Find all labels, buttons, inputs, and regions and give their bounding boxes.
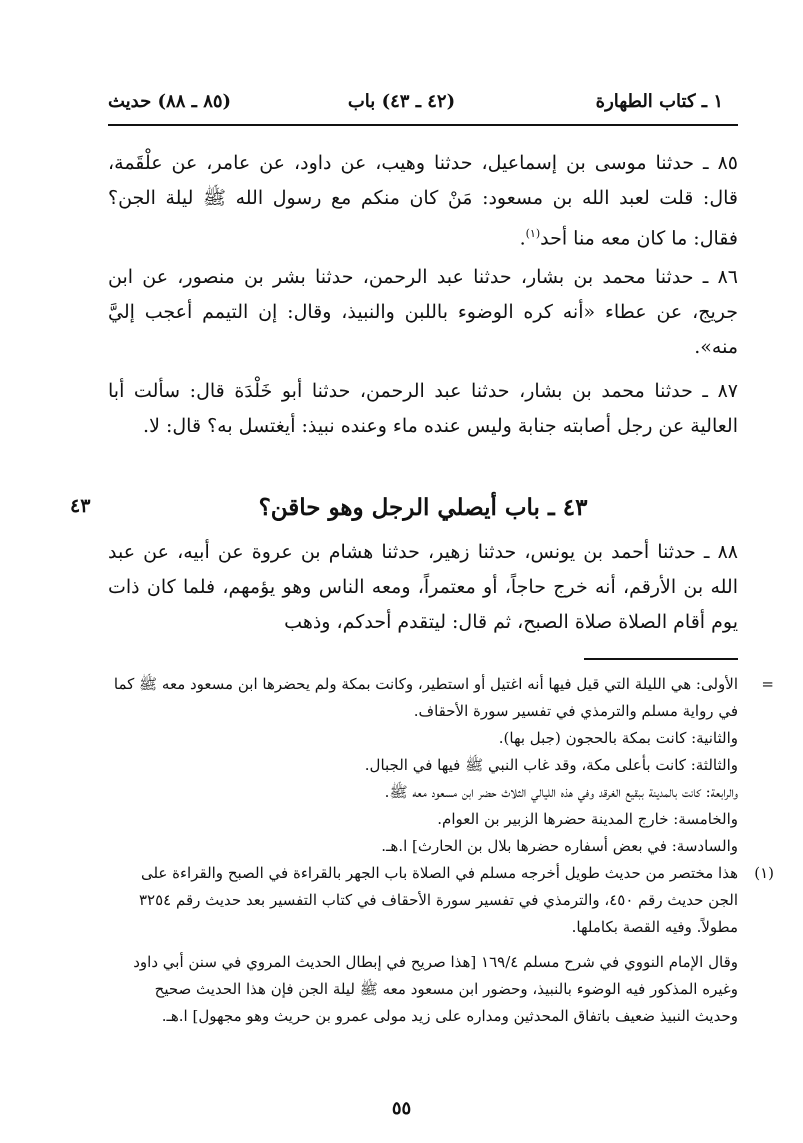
header-section: (٤٢ ـ ٤٣) باب [347, 91, 456, 112]
hadith-85-end: . [519, 227, 526, 250]
hadith-87: ٨٧ ـ حدثنا محمد بن بشار، حدثنا عبد الرحمن، حدثنا أبو خَلْدَة قال: سألت أبا العالية عن رجل أصابته جنابة وليس عنده ماء وعنده نبيذ: أيغتسل به؟ قال: لا. [108, 380, 738, 437]
footnote-1-marker: (١) [754, 864, 774, 882]
footnote-line: والثانية: كانت بمكة بالحجون (جبل بها). [498, 729, 738, 747]
margin-chapter-number: ٤٣ [70, 495, 91, 517]
hadith-85 [108, 146, 738, 256]
header-hadith-range: (٨٥ ـ ٨٨) حديث [108, 91, 232, 112]
chapter-title: ٤٣ ـ باب أيصلي الرجل وهو حاقن؟ [258, 494, 588, 521]
footnote-line: الأولى: هي الليلة التي قيل فيها أنه اغتيل أو استطير، وكانت بمكة ولم يحضرها ابن مسعود معه ﷺ كما في رواية مسلم والترمذي في تفسير سورة الأحقاف. [113, 675, 738, 720]
footnote-line: والرابعة: كانت بالمدينة ببقيع الغرقد وفي هذه الليالي الثلاث حضر ابن مسعود معه ﷺ. [384, 783, 738, 801]
header-book-title: ١ ـ كتاب الطهارة [595, 91, 723, 112]
hadith-85-text: ٨٥ ـ حدثنا موسى بن إسماعيل، حدثنا وهيب، عن داود، عن عامر، عن علْقَمة، قال: قلت لعبد الله بن مسعود: مَنْ كان منكم مع رسول الله ﷺ ليلة الجن؟ فقال: ما كان معه منا أحد [108, 152, 738, 250]
footnote-continuation [108, 671, 774, 860]
page-number: ٥٥ [391, 1098, 412, 1119]
hadith-88: ٨٨ ـ حدثنا أحمد بن يونس، حدثنا زهير، حدثنا هشام بن عروة عن أبيه، عن عبد الله بن الأرقم، أنه خرج حاجاً، أو معتمراً، ومعه الناس وهو يؤمهم، فلما كان ذات يوم أقام الصلاة صلاة الصبح، ثم قال: ليتقدم أحدكم، وذهب [108, 541, 738, 633]
footnote-divider [584, 658, 738, 660]
footnote-line: والسادسة: في بعض أسفاره حضرها بلال بن الحارث] ا.هـ. [381, 837, 738, 855]
footnote-continuation-marker: = [761, 675, 774, 693]
hadith-86: ٨٦ ـ حدثنا محمد بن بشار، حدثنا عبد الرحمن، حدثنا بشر بن منصور، عن ابن جريج، عن عطاء «أنه كره الوضوء باللبن والنبيذ، وقال: إن التيمم أعجب إليَّ منه». [108, 266, 738, 358]
footnote-line: والثالثة: كانت بأعلى مكة، وقد غاب النبي ﷺ فيها في الجبال. [364, 756, 738, 774]
header-divider [108, 124, 738, 126]
footnote-ref-1[interactable]: (١) [525, 227, 541, 240]
footnote-1-paragraph-2: وقال الإمام النووي في شرح مسلم ١٦٩/٤ [هذا صريح في إبطال الحديث المروي في سنن أبي داود وغيره المذكور فيه الوضوء بالنبيذ، وحضور ابن مسعود معه ﷺ ليلة الجن فإن هذا الحديث صحيح وحديث النبيذ ضعيف باتفاق المحدثين ومداره على زيد مولى عمرو بن حريث وهو مجهول] ا.هـ. [133, 953, 738, 1025]
footnote-line: والخامسة: خارج المدينة حضرها الزبير بن العوام. [437, 810, 738, 828]
footnote-1-paragraph-1: هذا مختصر من حديث طويل أخرجه مسلم في الصلاة باب الجهر بالقراءة في الصبح والقراءة على الجن حديث رقم ٤٥٠، والترمذي في تفسير سورة الأحقاف في كتاب التفسير بعد حديث رقم ٣٢٥٤ مطولاً. وفيه القصة بكاملها. [138, 864, 738, 936]
footnote-1 [108, 860, 774, 1030]
